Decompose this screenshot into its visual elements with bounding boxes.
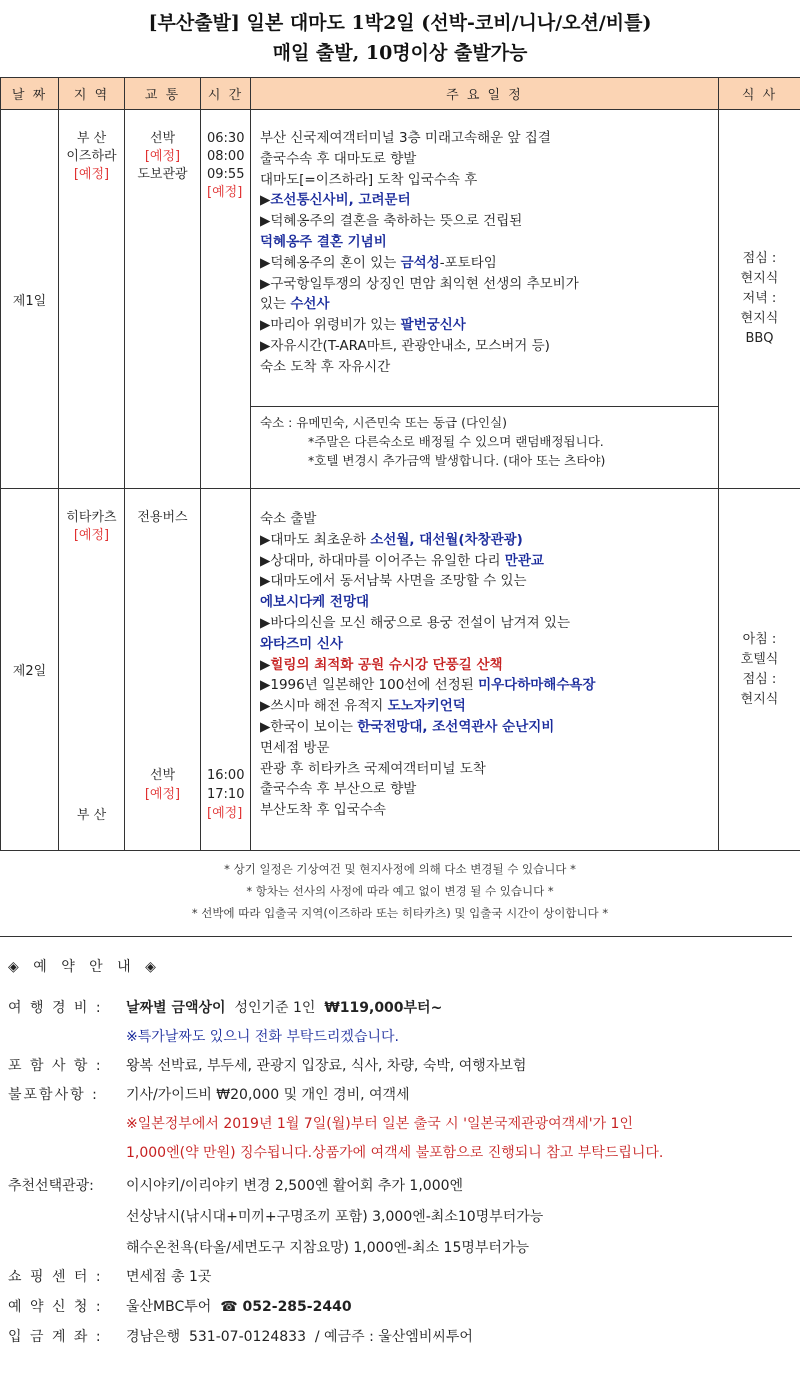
transport-text: 도보관광	[137, 167, 188, 182]
transport-tentative: [예정]	[144, 149, 181, 164]
schedule-line	[260, 551, 712, 572]
exclude-note-row	[8, 1142, 663, 1162]
day1-schedule	[251, 110, 719, 407]
schedule-text: ▶상대마, 하대마를 이어주는 유일한 다리	[260, 552, 505, 569]
cost-bold: 날짜별 금액상이	[126, 1000, 226, 1016]
time-text: 16:00	[207, 768, 245, 783]
option-text: 선상낚시(낚시대+미끼+구명조끼 포함) 3,000엔-최소10명부터가능	[126, 1209, 544, 1225]
transport-text: 선박	[149, 768, 176, 783]
meal-text: 아침 :	[742, 631, 777, 647]
highlight-place: 소선월, 대선월(차창관광)	[370, 531, 523, 548]
region-tentative: [예정]	[73, 167, 110, 182]
itinerary-table	[0, 77, 800, 851]
highlight-place: 덕혜옹주 결혼 기념비	[260, 233, 387, 250]
page-subtitle: 매일 출발, 10명이상 출발가능	[272, 42, 528, 64]
bank-label: 입 금 계 좌 :	[8, 1329, 103, 1345]
include-row	[8, 1055, 526, 1075]
option-row	[8, 1206, 543, 1226]
bank-row	[8, 1326, 473, 1346]
day1-label: 제1일	[1, 110, 59, 489]
schedule-line: 숙소 도착 후 자유시간	[260, 358, 391, 375]
option-text: 해수온천욕(타올/세면도구 지참요망) 1,000엔-최소 15명부터가능	[126, 1240, 529, 1256]
bullet-arrow: ▶	[260, 656, 271, 673]
day1-meals	[719, 110, 800, 489]
schedule-text: ▶마리아 위령비가 있는	[260, 317, 401, 334]
schedule-text: ▶한국이 보이는	[260, 718, 358, 735]
schedule-text: ▶덕혜옹주의 혼이 있는	[260, 254, 401, 271]
time-tentative: [예정]	[207, 185, 243, 200]
lodging-text: 숙소 : 유메민숙, 시즌민숙 또는 동급 (다인실)	[260, 415, 508, 430]
column-header-region: 지 역	[59, 78, 125, 110]
schedule-line: 대마도[=이즈하라] 도착 입국수속 후	[260, 171, 478, 188]
notice-line: * 선박에 따라 입출국 지역(이즈하라 또는 히타카츠) 및 입출국 시간이 상이합니다 *	[191, 906, 609, 920]
transport-text: 선박	[149, 131, 176, 146]
table-row-day1	[1, 110, 800, 407]
column-header-meal: 식 사	[719, 78, 800, 110]
schedule-line: 부산 신국제여객터미널 3층 미래고속해운 앞 집결	[260, 130, 551, 146]
region-text: 이즈하라	[66, 149, 117, 164]
schedule-line	[260, 253, 712, 274]
highlight-place: 조선통신사비, 고려문터	[270, 192, 411, 209]
column-header-transport: 교 통	[125, 78, 201, 110]
day1-region	[59, 110, 125, 489]
region-text: 부 산	[76, 131, 107, 146]
transport-tentative: [예정]	[144, 787, 181, 802]
schedule-line: 출국수속 후 부산으로 향발	[260, 781, 417, 798]
schedule-line	[260, 655, 712, 676]
highlight-place: 에보시다케 전망대	[260, 594, 370, 611]
schedule-line: 숙소 출발	[260, 511, 317, 527]
highlight-place: 미우다하마해수욕장	[478, 677, 596, 694]
schedule-text: -포토타임	[439, 254, 497, 271]
exclude-note: 1,000엔(약 만원) 징수됩니다.상품가에 여객세 불포함으로 진행되니 참고 부탁드립니다.	[126, 1145, 664, 1161]
day1-times	[201, 110, 251, 489]
apply-row	[8, 1296, 352, 1316]
shopping-label: 쇼 핑 센 터 :	[8, 1269, 103, 1285]
time-text: 06:30	[207, 131, 245, 146]
include-text: 왕복 선박료, 부두세, 관광지 입장료, 식사, 차량, 숙박, 여행자보험	[126, 1058, 527, 1074]
schedule-line	[260, 530, 712, 551]
time-text: 09:55	[207, 167, 245, 182]
reservation-heading-text: ◈ 예 약 안 내 ◈	[8, 959, 161, 975]
cost-text: 성인기준 1인	[225, 1000, 325, 1016]
schedule-line: ▶덕혜옹주의 결혼을 축하하는 뜻으로 건립된	[260, 213, 523, 230]
schedule-line	[260, 717, 712, 738]
schedule-line	[260, 315, 712, 336]
schedule-line	[260, 696, 712, 717]
cost-note: ※특가날짜도 있으니 전화 부탁드리겠습니다.	[126, 1029, 399, 1045]
meal-text: BBQ	[745, 331, 774, 346]
schedule-line: ▶바다의신을 모신 해궁으로 용궁 전설이 남겨져 있는	[260, 614, 570, 631]
apply-text: 울산MBC투어	[126, 1299, 221, 1315]
schedule-line	[260, 675, 712, 696]
highlight-place: 한국전망대, 조선역관사 순난지비	[357, 718, 555, 735]
option-label: 추천선택관광:	[8, 1178, 94, 1194]
highlight-walk: 힐링의 최적화 공원 슈시강 단풍길 산책	[270, 656, 503, 673]
region-tentative: [예정]	[73, 528, 110, 543]
exclude-note-row	[8, 1113, 633, 1133]
schedule-line: ▶구국항일투쟁의 상징인 면암 최익현 선생의 추모비가	[260, 275, 579, 292]
schedule-line: 부산도착 후 입국수속	[260, 802, 386, 819]
divider	[0, 936, 792, 937]
schedule-line: ▶대마도에서 동서남북 사면을 조망할 수 있는	[260, 573, 527, 590]
table-header-row	[1, 78, 800, 110]
highlight-place: 수선사	[290, 296, 330, 313]
exclude-label: 불포함사항 :	[8, 1087, 99, 1103]
schedule-line: 면세점 방문	[260, 739, 330, 756]
cost-price: ₩119,000부터~	[324, 1000, 443, 1016]
notice-line: * 상기 일정은 기상여건 및 현지사정에 의해 다소 변경될 수 있습니다 *	[224, 862, 576, 876]
exclude-note: ※일본정부에서 2019년 1월 7일(월)부터 일본 출국 시 '일본국제관광여객세'가 1인	[126, 1116, 633, 1132]
time-text: 08:00	[207, 149, 245, 164]
highlight-place: 와타즈미 신사	[260, 635, 343, 652]
bullet-arrow: ▶	[260, 192, 271, 209]
schedule-text: ▶1996년 일본해안 100선에 선정된	[260, 677, 479, 694]
day1-lodging	[251, 407, 719, 489]
include-label: 포 함 사 항 :	[8, 1058, 103, 1074]
schedule-line: 출국수속 후 대마도로 향발	[260, 150, 417, 167]
shopping-text: 면세점 총 1곳	[126, 1269, 212, 1285]
schedule-text: 있는	[260, 296, 291, 313]
schedule-text: ▶대마도 최초운하	[260, 531, 371, 548]
lodging-note: *주말은 다른숙소로 배정될 수 있으며 랜덤배정됩니다.	[308, 434, 604, 449]
day2-region	[59, 489, 125, 851]
day1-transport	[125, 110, 201, 489]
highlight-place: 팔번궁신사	[400, 317, 466, 334]
highlight-place: 금석성	[400, 254, 440, 271]
region-text: 히타카츠	[66, 510, 117, 525]
notice-list	[0, 858, 800, 924]
meal-text: 점심 :	[742, 671, 777, 687]
option-row	[8, 1237, 529, 1257]
schedule-line: ▶자유시간(T-ARA마트, 관광안내소, 모스버거 등)	[260, 337, 550, 354]
schedule-line	[260, 190, 712, 211]
page-title: [부산출발] 일본 대마도 1박2일 (선박-코비/니나/오션/비틀)	[148, 12, 652, 34]
cost-label: 여 행 경 비 :	[8, 1000, 103, 1016]
column-header-date: 날 짜	[1, 78, 59, 110]
reservation-heading	[8, 956, 161, 976]
day2-schedule	[251, 489, 719, 851]
meal-text: 현지식	[740, 691, 779, 707]
table-row-day2	[1, 489, 800, 851]
time-text: 17:10	[207, 787, 245, 802]
meal-text: 호텔식	[740, 651, 779, 667]
exclude-text: 기사/가이드비 ₩20,000 및 개인 경비, 여객세	[126, 1087, 410, 1103]
meal-text: 현지식	[740, 311, 779, 326]
phone-number[interactable]: ☎ 052-285-2440	[220, 1299, 352, 1315]
schedule-text: ▶쓰시마 해전 유적지	[260, 698, 388, 715]
bank-text: 경남은행 531-07-0124833 / 예금주 : 울산엠비씨투어	[126, 1329, 473, 1345]
highlight-place: 만관교	[504, 552, 544, 569]
schedule-line	[260, 294, 712, 315]
meal-text: 현지식	[740, 271, 779, 286]
cost-row	[8, 997, 442, 1017]
day2-label: 제2일	[1, 489, 59, 851]
day2-times	[201, 489, 251, 851]
option-row	[8, 1175, 463, 1195]
column-header-schedule: 주 요 일 정	[251, 78, 719, 110]
time-tentative: [예정]	[207, 806, 243, 821]
schedule-line: 관광 후 히타카츠 국제여객터미널 도착	[260, 760, 486, 777]
cost-note-row	[8, 1026, 399, 1046]
region-text: 부 산	[76, 808, 107, 823]
column-header-time: 시 간	[201, 78, 251, 110]
transport-text: 전용버스	[137, 510, 188, 525]
meal-text: 저녁 :	[742, 291, 777, 306]
lodging-note: *호텔 변경시 추가금액 발생합니다. (대아 또는 츠타야)	[308, 453, 606, 468]
exclude-row	[8, 1084, 410, 1104]
shopping-row	[8, 1266, 211, 1286]
option-text: 이시야키/이리야키 변경 2,500엔 활어회 추가 1,000엔	[126, 1178, 464, 1194]
day2-transport	[125, 489, 201, 851]
highlight-place: 도노자키언덕	[387, 698, 466, 715]
day2-meals	[719, 489, 800, 851]
apply-label: 예 약 신 청 :	[8, 1299, 103, 1315]
notice-line: * 항차는 선사의 사정에 따라 예고 없이 변경 될 수 있습니다 *	[246, 884, 554, 898]
meal-text: 점심 :	[742, 251, 777, 266]
